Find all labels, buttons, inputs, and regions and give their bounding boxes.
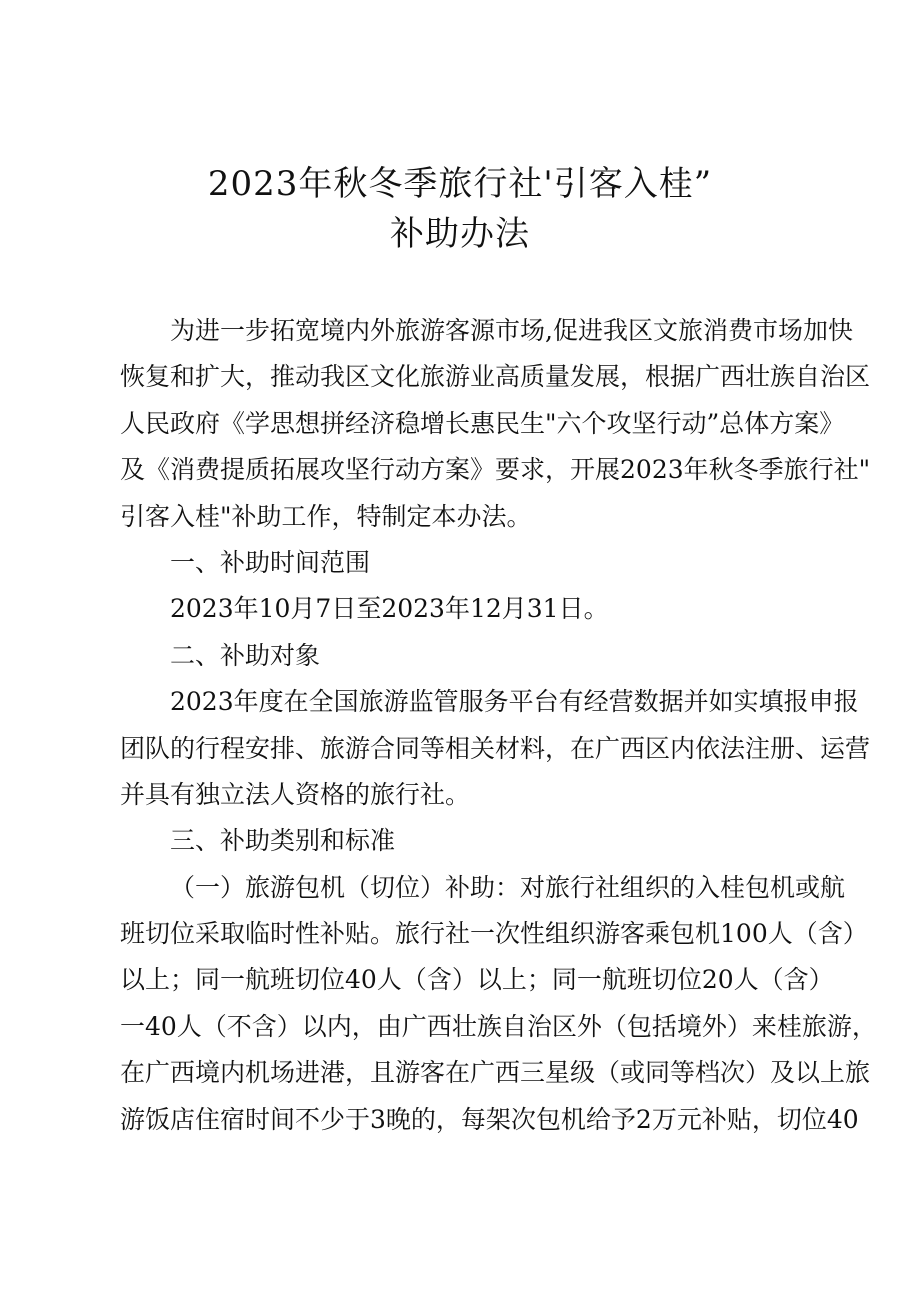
section-heading: 一、补助时间范围	[170, 547, 371, 577]
paragraph-line: 游饭店住宿时间不少于3晚的，每架次包机给予2万元补贴，切位40	[120, 1104, 859, 1134]
paragraph-line: 引客入桂"补助工作，特制定本办法。	[120, 501, 532, 531]
section-heading: 三、补助类别和标准	[170, 826, 396, 856]
document-title: 2023年秋冬季旅行社'引客入桂”	[207, 164, 713, 204]
paragraph-line: 并具有独立法人资格的旅行社。	[120, 779, 471, 809]
paragraph-line: 人民政府《学思想拼经济稳增长惠民生"六个攻坚行动”总体方案》	[120, 408, 845, 438]
paragraph-line: 以上；同一航班切位40人（含）以上；同一航班切位20人（含）	[120, 965, 834, 995]
paragraph-line: 一40人（不含）以内，由广西壮族自治区外（包括境外）来桂旅游，	[120, 1011, 877, 1041]
document-title-line2: 补助办法	[390, 214, 530, 254]
section-heading: 二、补助对象	[170, 640, 321, 670]
paragraph-line: 团队的行程安排、旅游合同等相关材料，在广西区内依法注册、运营	[120, 733, 871, 763]
paragraph-line: 2023年度在全国旅游监管服务平台有经营数据并如实填报申报	[170, 687, 859, 717]
paragraph-line: （一）旅游包机（切位）补助：对旅行社组织的入桂包机或航	[170, 872, 846, 902]
paragraph-line: 及《消费提质拓展攻坚行动方案》要求，开展2023年秋冬季旅行社"	[120, 455, 871, 485]
document-body	[120, 308, 877, 1143]
paragraph-line: 2023年10月7日至2023年12月31日。	[170, 594, 609, 624]
paragraph-line: 班切位采取临时性补贴。旅行社一次性组织游客乘包机100人（含）	[120, 919, 868, 949]
paragraph-line: 为进一步拓宽境内外旅游客源市场,促进我区文旅消费市场加快	[170, 316, 853, 345]
paragraph-line: 在广西境内机场进港，且游客在广西三星级（或同等档次）及以上旅	[120, 1058, 871, 1088]
paragraph-line: 恢复和扩大，推动我区文化旅游业高质量发展，根据广西壮族自治区	[120, 362, 871, 392]
